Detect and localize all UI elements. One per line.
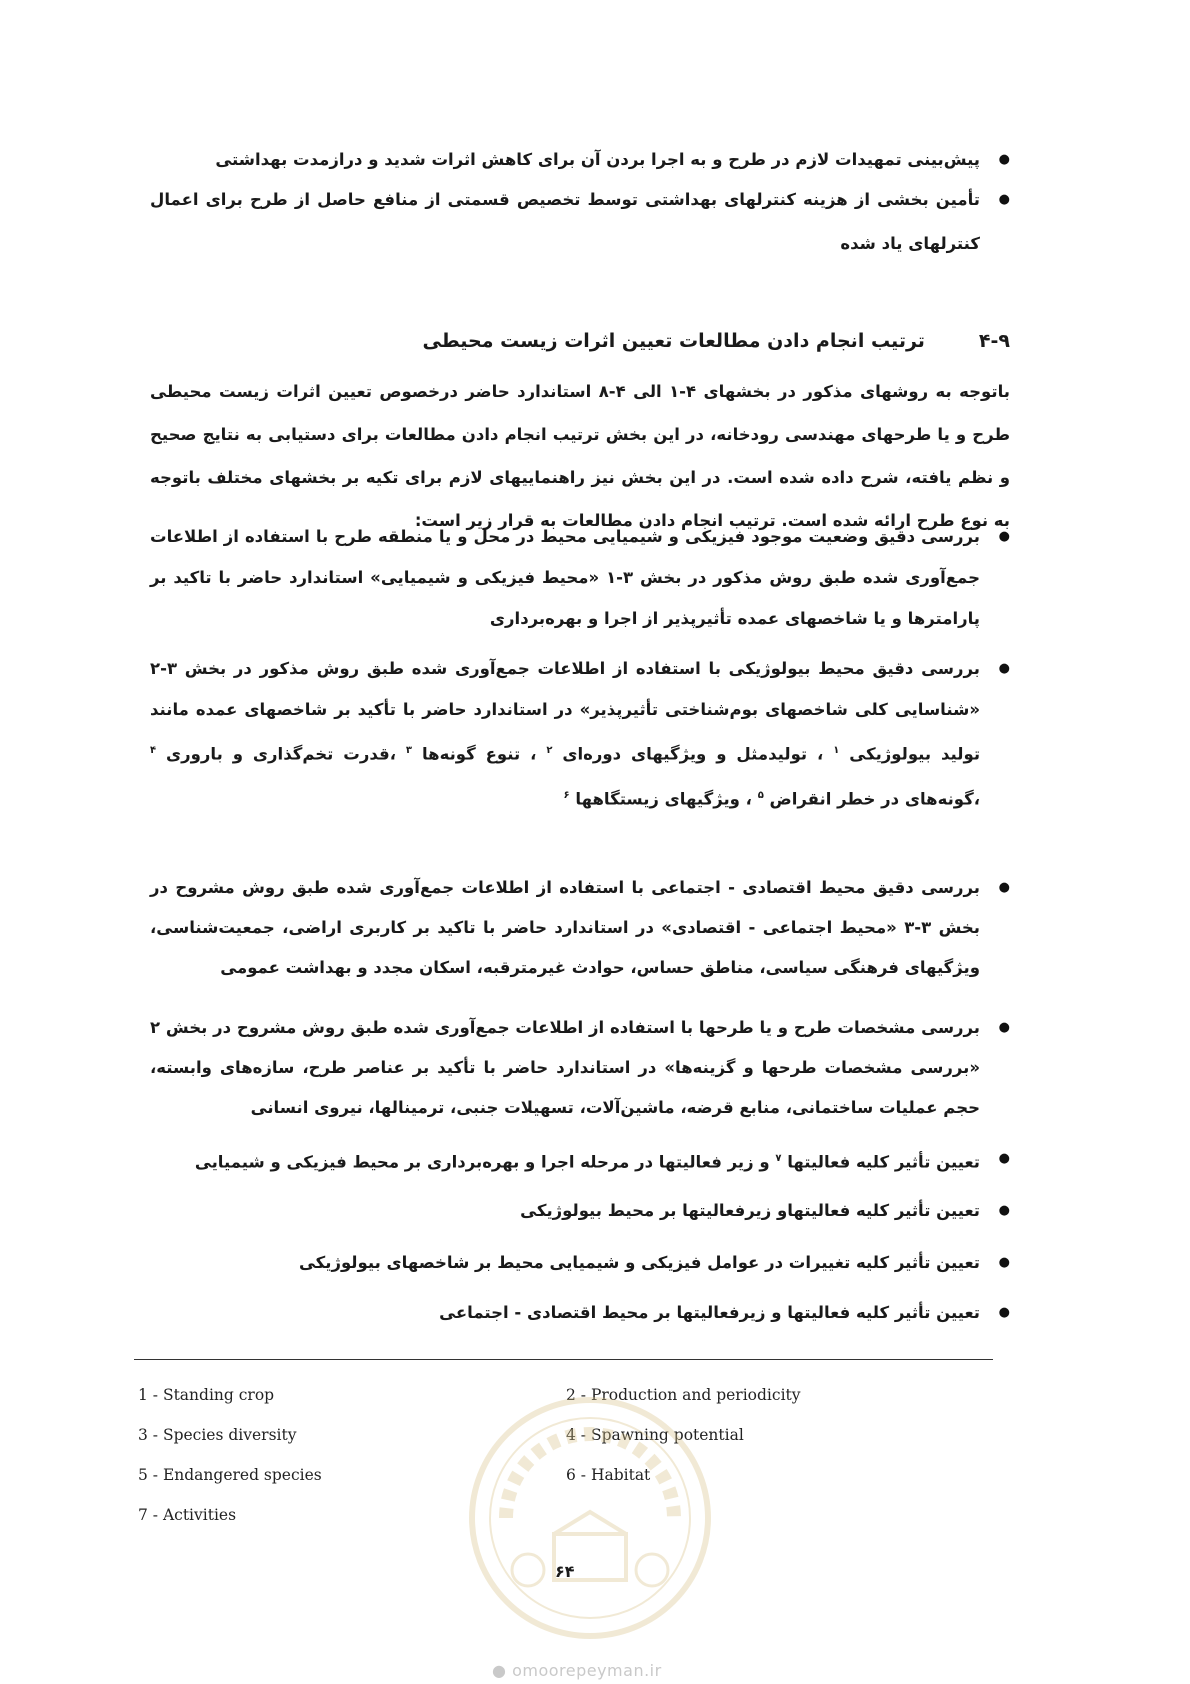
section-title: ترتیب انجام دادن مطالعات تعیین اثرات زیست محیطی: [422, 330, 925, 352]
footnote-7: 7 - Activities: [138, 1506, 237, 1524]
footnote-5: 5 - Endangered species: [138, 1466, 322, 1484]
bullet-text: تعیین تأثیر کلیه فعالیتها و زیرفعالیتها بر محیط اقتصادی - اجتماعی: [439, 1303, 980, 1322]
footnote-3: 3 - Species diversity: [138, 1426, 297, 1444]
bullet-text: بررسی دقیق محیط بیولوژیکی با استفاده از اطلاعات جمع‌آوری شده طبق روش مذکور در بخش ۳-۲ «شناسایی کلی شاخصهای بوم‌شناختی تأثیرپذیر» در استاندارد حاضر با تأکید بر شاخصهای عمده مانند تولید بیولوژیکی: [150, 659, 981, 764]
page-number: ۶۴: [555, 1562, 575, 1581]
watermark-seal-icon: [466, 1394, 714, 1642]
footnote-ref: ۲: [546, 745, 553, 756]
bullet-text: بررسی مشخصات طرح و یا طرحها با استفاده از اطلاعات جمع‌آوری شده طبق روش مشروح در بخش ۲ «بررسی مشخصات طرحها و گزینه‌ها» در استاندارد حاضر با تأکید بر عناصر طرح، سازه‌های وابسته، حجم عملیات ساختمانی، منابع قرضه، ماشین‌آلات، تسهیلات جنبی، ترمینالها، نیروی انسانی: [150, 1018, 980, 1117]
footnote-ref: ۴: [150, 745, 157, 756]
footnote-ref: ۳: [405, 745, 413, 756]
bullet-text: بررسی دقیق وضعیت موجود فیزیکی و شیمیایی محیط در محل و یا منطقه طرح با استفاده از اطلاعات جمع‌آوری شده طبق روش مذکور در بخش ۳-۱ «محیط فیزیکی و شیمیایی» استاندارد حاضر با تاکید بر پارامترها و یا شاخصهای عمده تأثیرپذیر از اجرا و بهره‌برداری: [150, 527, 981, 628]
bullet-text: تعیین تأثیر کلیه تغییرات در عوامل فیزیکی و شیمیایی محیط بر شاخصهای بیولوژیکی: [298, 1253, 980, 1272]
bullet-text: تأمین بخشی از هزینه کنترلهای بهداشتی توسط تخصیص قسمتی از منافع حاصل از طرح برای اعمال کنترلهای یاد شده: [150, 190, 980, 253]
bullet-text: تعیین تأثیر کلیه فعالیتهاو زیرفعالیتها بر محیط بیولوژیکی: [520, 1201, 980, 1220]
footnote-1: 1 - Standing crop: [138, 1386, 275, 1404]
footnote-2: 2 - Production and periodicity: [566, 1386, 801, 1404]
bullet-indicator-changes: [150, 1246, 1010, 1280]
bullet-socioeconomic: [150, 868, 1010, 988]
bullet-text: ، تنوع گونه‌ها: [421, 744, 537, 764]
bullet-project-specs: [150, 1008, 1010, 1128]
bullet-activities-impact: [150, 1142, 1010, 1180]
bullet-socioeconomic-impact: [150, 1296, 1010, 1330]
watermark-site-text: omoorepeyman.ir: [512, 1661, 662, 1680]
bullet-text: بررسی دقیق محیط اقتصادی - اجتماعی با استفاده از اطلاعات جمع‌آوری شده طبق روش مشروح در بخش ۳-۳ «محیط اجتماعی - اقتصادی» در استاندارد حاضر با تاکید بر کاربری اراضی، جمعیت‌شناسی، ویژگیهای فرهنگی سیاسی، مناطق حساس، حوادث غیرمترقبه، اسکان مجدد و بهداشت عمومی: [150, 878, 981, 977]
bullet-text: ،قدرت تخم‌گذاری و باروری: [166, 744, 396, 764]
bullet-text: ، ویژگیهای زیستگاهها: [575, 789, 752, 808]
bullet-text: ، تولیدمثل و ویژگیهای دوره‌ای: [562, 744, 824, 764]
bullet-health-measures: [150, 138, 1010, 182]
footnote-ref: ۷: [775, 1153, 782, 1164]
section-number: ۴-۹: [978, 330, 1010, 352]
bullet-text: ،گونه‌های در خطر انقراض: [769, 789, 980, 808]
footnote-6: 6 - Habitat: [566, 1466, 651, 1484]
bullet-physical-chemical: [150, 516, 1010, 639]
bullet-text: پیش‌بینی تمهیدات لازم در طرح و به اجرا بردن آن برای کاهش اثرات شدید و درازمدت بهداشتی: [215, 150, 980, 169]
bullet-health-costs: [150, 178, 1010, 266]
bullet-text: تعیین تأثیر کلیه فعالیتها: [787, 1152, 980, 1172]
footnote-ref: ۵: [757, 789, 764, 801]
footnote-4: 4 - Spawning potential: [566, 1426, 744, 1444]
footnote-ref: ۱: [833, 745, 840, 756]
section-heading: [423, 330, 1010, 352]
footnote-divider: [134, 1359, 993, 1360]
footnote-ref: ۶: [563, 789, 570, 801]
watermark-site: [492, 1661, 662, 1680]
bullet-biological-impact: [150, 1194, 1010, 1228]
globe-icon: ●: [492, 1661, 507, 1680]
bullet-text: و زیر فعالیتها در مرحله اجرا و بهره‌برداری بر محیط فیزیکی و شیمیایی: [194, 1152, 770, 1172]
bullet-biological: [150, 648, 1010, 819]
section-paragraph: باتوجه به روشهای مذکور در بخشهای ۴-۱ الی ۴-۸ استاندارد حاضر درخصوص تعیین اثرات زیست محیطی طرح و یا طرحهای مهندسی رودخانه، در این بخش ترتیب انجام دادن مطالعات برای دستیابی به نتایج صحیح و نظم یافته، شرح داده شده است. در این بخش نیز راهنماییهای لازم برای تکیه بر بخشهای مختلف باتوجه به نوع طرح ارائه شده است. ترتیب انجام دادن مطالعات به قرار زیر است:: [150, 382, 1010, 530]
